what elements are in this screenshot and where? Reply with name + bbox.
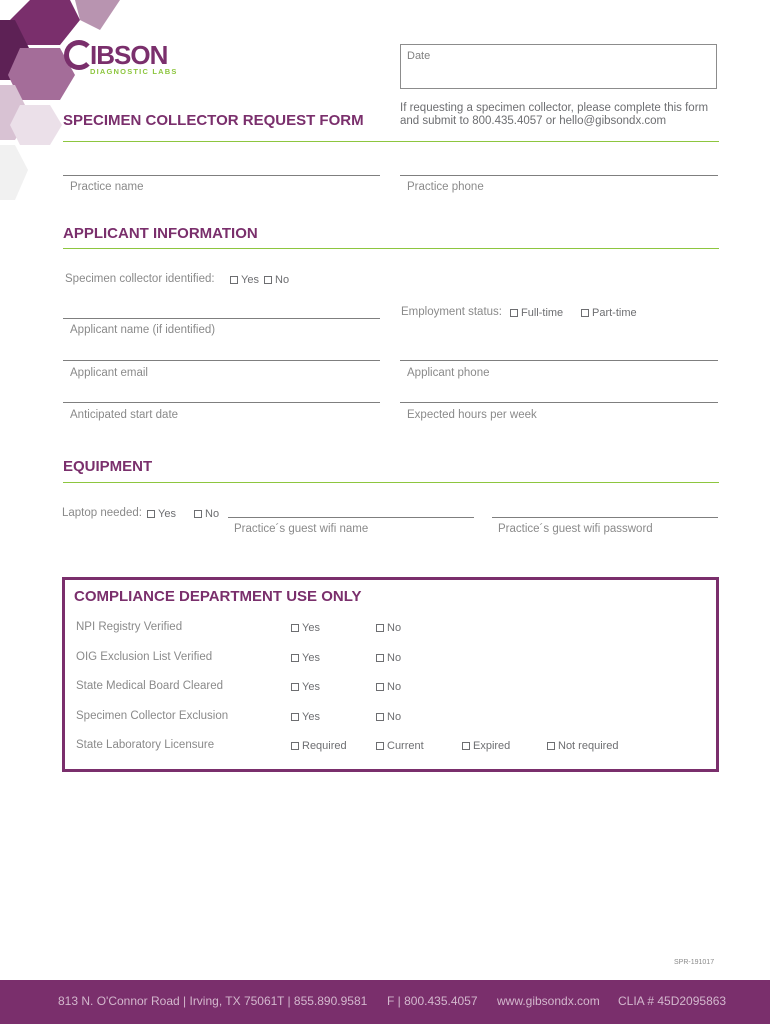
checkbox-icon[interactable] (147, 510, 155, 518)
footer-bar (0, 980, 770, 1024)
option-label: No (387, 652, 402, 664)
checkbox-icon[interactable] (547, 742, 555, 750)
equipment-section-title: EQUIPMENT (63, 458, 153, 475)
licensure-not-required-option[interactable] (547, 740, 619, 752)
checkbox-icon[interactable] (291, 654, 299, 662)
laptop-yes-label: Yes (158, 508, 176, 520)
laptop-needed-label: Laptop needed: (62, 507, 142, 519)
applicant-section-title: APPLICANT INFORMATION (63, 225, 258, 242)
date-label: Date (407, 50, 431, 62)
practice-phone-label: Practice phone (407, 181, 484, 193)
checkbox-icon[interactable] (376, 742, 384, 750)
practice-phone-input[interactable] (400, 175, 718, 176)
checkbox-icon[interactable] (376, 654, 384, 662)
oig-exclusion-label: OIG Exclusion List Verified (76, 651, 213, 663)
checkbox-icon[interactable] (291, 683, 299, 691)
option-label: Yes (302, 681, 320, 693)
checkbox-icon[interactable] (376, 713, 384, 721)
oig-yes-option[interactable] (291, 652, 320, 664)
applicant-name-label: Applicant name (if identified) (70, 324, 216, 336)
part-time-label: Part-time (592, 307, 637, 319)
wifi-password-input[interactable] (492, 517, 718, 518)
identified-no-option[interactable] (264, 274, 289, 286)
full-time-option[interactable] (510, 307, 563, 319)
collector-exclusion-label: Specimen Collector Exclusion (76, 710, 229, 722)
collector-identified-label: Specimen collector identified: (65, 273, 215, 285)
option-label: Required (302, 740, 347, 752)
footer-website-link[interactable]: www.gibsondx.com (497, 994, 600, 1008)
collector-exclusion-yes-option[interactable] (291, 711, 320, 723)
checkbox-icon[interactable] (291, 713, 299, 721)
checkbox-icon[interactable] (291, 624, 299, 632)
option-label: Current (387, 740, 424, 752)
applicant-name-input[interactable] (63, 318, 380, 319)
document-code: SPR-191017 (674, 959, 715, 966)
option-label: Yes (302, 711, 320, 723)
laptop-no-option[interactable] (194, 508, 219, 520)
equipment-divider (63, 482, 719, 483)
footer-phone: T | 855.890.9581 (277, 994, 368, 1008)
applicant-phone-label: Applicant phone (407, 367, 490, 379)
checkbox-icon[interactable] (264, 276, 272, 284)
oig-no-option[interactable] (376, 652, 401, 664)
compliance-title: COMPLIANCE DEPARTMENT USE ONLY (74, 588, 362, 605)
licensure-required-option[interactable] (291, 740, 347, 752)
practice-name-input[interactable] (63, 175, 380, 176)
checkbox-icon[interactable] (291, 742, 299, 750)
start-date-label: Anticipated start date (70, 409, 179, 421)
applicant-email-label: Applicant email (70, 367, 148, 379)
start-date-input[interactable] (63, 402, 380, 403)
laptop-no-label: No (205, 508, 220, 520)
part-time-option[interactable] (581, 307, 637, 319)
checkbox-icon[interactable] (462, 742, 470, 750)
identified-yes-option[interactable] (230, 274, 259, 286)
footer-clia: CLIA # 45D2095863 (618, 994, 727, 1008)
medical-board-yes-option[interactable] (291, 681, 320, 693)
wifi-password-label: Practice´s guest wifi password (498, 523, 653, 535)
licensure-current-option[interactable] (376, 740, 424, 752)
medical-board-label: State Medical Board Cleared (76, 680, 224, 692)
intro-line-2: and submit to 800.435.4057 or hello@gibsondx.com (400, 115, 667, 127)
date-field[interactable] (400, 44, 717, 89)
option-label: Expired (473, 740, 511, 752)
checkbox-icon[interactable] (194, 510, 202, 518)
checkbox-icon[interactable] (230, 276, 238, 284)
logo-wordmark: IBSON (90, 40, 168, 70)
licensure-expired-option[interactable] (462, 740, 510, 752)
identified-no-label: No (275, 274, 290, 286)
collector-exclusion-no-option[interactable] (376, 711, 401, 723)
applicant-email-input[interactable] (63, 360, 380, 361)
lab-licensure-label: State Laboratory Licensure (76, 739, 215, 751)
hours-per-week-label: Expected hours per week (407, 409, 537, 421)
checkbox-icon[interactable] (376, 624, 384, 632)
practice-name-label: Practice name (70, 181, 144, 193)
option-label: No (387, 711, 402, 723)
gibson-logo (64, 40, 184, 80)
applicant-divider (63, 248, 719, 249)
option-label: Yes (302, 622, 320, 634)
option-label: No (387, 622, 402, 634)
header-divider (63, 141, 719, 142)
wifi-name-input[interactable] (228, 517, 474, 518)
logo-subtitle: DIAGNOSTIC LABS (90, 67, 178, 76)
wifi-name-label: Practice´s guest wifi name (234, 523, 369, 535)
footer-address: 813 N. O'Connor Road | Irving, TX 75061 (58, 994, 278, 1008)
applicant-phone-input[interactable] (400, 360, 718, 361)
checkbox-icon[interactable] (510, 309, 518, 317)
intro-text (400, 102, 730, 128)
checkbox-icon[interactable] (581, 309, 589, 317)
option-label: Not required (558, 740, 619, 752)
full-time-label: Full-time (521, 307, 564, 319)
option-label: Yes (302, 652, 320, 664)
identified-yes-label: Yes (241, 274, 259, 286)
footer-fax: F | 800.435.4057 (387, 994, 478, 1008)
npi-no-option[interactable] (376, 622, 401, 634)
employment-status-label: Employment status: (401, 306, 502, 318)
npi-registry-label: NPI Registry Verified (76, 621, 183, 633)
checkbox-icon[interactable] (376, 683, 384, 691)
form-title: SPECIMEN COLLECTOR REQUEST FORM (63, 112, 364, 129)
intro-line-1: If requesting a specimen collector, please complete this form (400, 102, 709, 114)
medical-board-no-option[interactable] (376, 681, 401, 693)
npi-yes-option[interactable] (291, 622, 320, 634)
hexagon-pattern-decoration (0, 0, 140, 210)
hours-per-week-input[interactable] (400, 402, 718, 403)
laptop-yes-option[interactable] (147, 508, 176, 520)
option-label: No (387, 681, 402, 693)
